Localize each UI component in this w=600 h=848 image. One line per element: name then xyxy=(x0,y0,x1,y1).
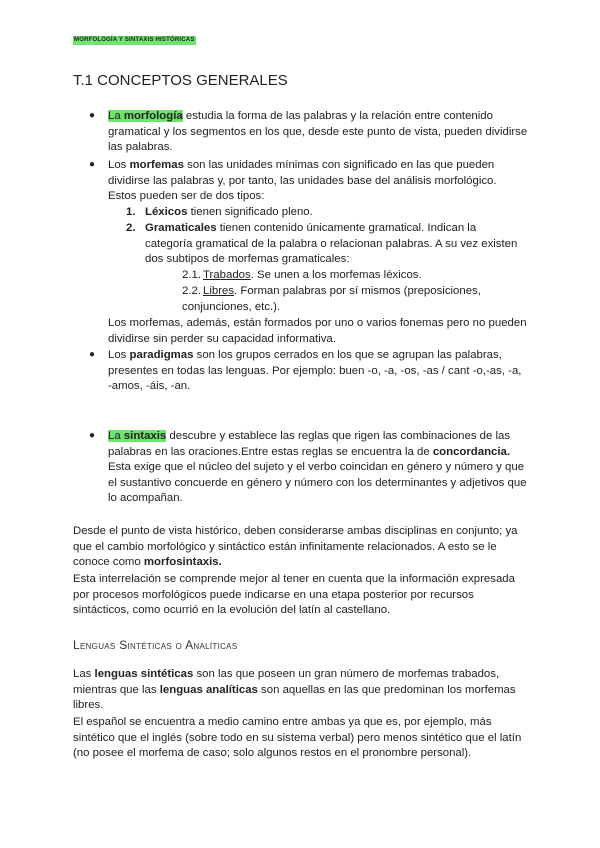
term-morfemas: morfemas xyxy=(129,159,184,171)
page-title: T.1 CONCEPTOS GENERALES xyxy=(73,72,288,89)
term-lenguas-analiticas: lenguas analíticas xyxy=(159,683,258,696)
bullet-morfemas: Los morfemas son las unidades mínimas con significado en las que pueden dividirse las palabras y, por tanto, las unidades base del análisis morfológico. Estos pueden ser de dos tipos: xyxy=(108,159,497,202)
bullet-dot: ● xyxy=(89,349,96,360)
term-sintaxis: sintaxis xyxy=(123,430,167,442)
bullet-paradigmas: Los paradigmas son los grupos cerrados en los que se agrupan las palabras, presentes en todas las lenguas. Por ejemplo: buen -o, -a, -os, -as / cant -o,-as, -a, -amos, -áis, -an. xyxy=(108,349,522,392)
paragraph-lenguas: Las lenguas sintéticas son las que poseen un gran número de morfemas trabados, mientras que las lenguas analíticas son aquellas en las que predominan los morfemas libres. xyxy=(73,668,516,711)
bullet-dot: ● xyxy=(89,430,96,441)
paragraph-interrelacion: Esta interrelación se comprende mejor al tener en cuenta que la información expresada por procesos morfológicos puede indicarse en una etapa posterior por recursos sintácticos, como ocurrió en la evolución del latín al castellano. xyxy=(73,573,515,616)
paragraph-espanol: El español se encuentra a medio camino entre ambas ya que es, por ejemplo, más sintético que el inglés (sobre todo en su sistema verbal) pero menos sintético que el latín (no posee el morfema de caso; solo algunos restos en el pronombre personal). xyxy=(73,716,522,759)
term-paradigmas: paradigmas xyxy=(129,349,194,361)
list-item-gramaticales: Gramaticales tienen contenido únicamente gramatical. Indican la categoría gramatical de la palabra o relacionan palabras. A su vez existen dos subtipos de morfemas gramaticales: xyxy=(145,222,518,265)
morfemas-closing: Los morfemas, además, están formados por uno o varios fonemas pero no pueden dividirse sin perder su capacidad informativa. xyxy=(108,317,527,345)
sub-list-number: 2.1. xyxy=(182,269,201,281)
bullet-dot: ● xyxy=(89,159,96,170)
paragraph-morfosintaxis: Desde el punto de vista histórico, deben considerarse ambas disciplinas en conjunto; ya que el cambio morfológico y sintáctico están infinitamente relacionados. A esto se le conoce como morfosintaxis. xyxy=(73,525,518,568)
term-lenguas-sinteticas: lenguas sintéticas xyxy=(94,668,194,680)
document-header-tag: MORFOLOGÍA Y SINTAXIS HISTÓRICAS xyxy=(74,37,195,43)
list-item-lexicos: Léxicos tienen significado pleno. xyxy=(145,206,313,218)
section-title: Lenguas Sintéticas o Analíticas xyxy=(73,638,238,652)
highlight: La morfología xyxy=(108,110,183,122)
list-number: 2. xyxy=(126,222,136,234)
term-morfologia: morfología xyxy=(123,110,183,122)
sub-item-libres: Libres. Forman palabras por sí mismos (preposiciones, conjunciones, etc.). xyxy=(182,285,481,313)
bullet-sintaxis: La sintaxis descubre y establece las reglas que rigen las combinaciones de las palabras en las oraciones.Entre estas reglas se encuentra la de concordancia. Esta exige que el núcleo del sujeto y el verbo coincidan en género y número y que el sustantivo concuerde en género y número con los determinantes y adjetivos que lo acompañan. xyxy=(108,430,527,504)
term-concordancia: concordancia. xyxy=(432,445,511,458)
bullet-morfologia: La morfología estudia la forma de las palabras y la relación entre contenido gramatical y los segmentos en los que, desde este punto de vista, pueden dividirse las palabras. xyxy=(108,110,528,153)
highlight: La sintaxis xyxy=(108,430,167,442)
list-number: 1. xyxy=(126,206,136,218)
bullet-dot: ● xyxy=(89,110,96,121)
term-morfosintaxis: morfosintaxis. xyxy=(143,556,222,568)
sub-item-trabados: Trabados. Se unen a los morfemas léxicos. xyxy=(203,269,422,281)
sub-list-number: 2.2. xyxy=(182,285,201,297)
